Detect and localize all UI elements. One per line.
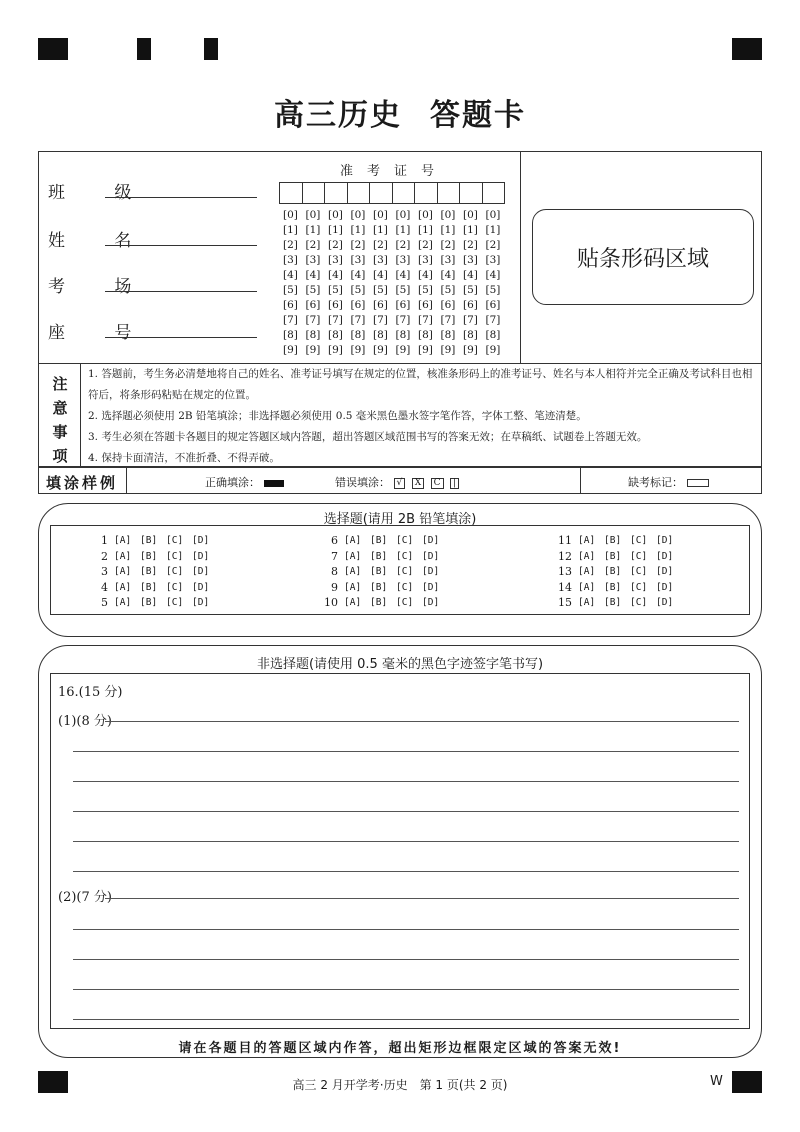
question-number: 4 [101, 580, 108, 594]
correct-fill-mark [264, 480, 284, 487]
exam-id-digit-bubble[interactable]: [2] [305, 239, 321, 251]
absent-mark [628, 474, 709, 490]
exam-id-box[interactable] [414, 182, 438, 204]
exam-id-digit-row [283, 313, 508, 328]
question-number: 6 [331, 534, 338, 547]
option-bubble[interactable]: [A] [344, 535, 362, 546]
exam-id-digit-bubble[interactable]: [1] [440, 224, 456, 236]
exam-id-digit-bubble[interactable]: [0] [440, 209, 456, 221]
absent-mark-label: 缺考标记： [628, 476, 683, 489]
exam-id-digit-row [283, 343, 508, 358]
exam-id-digit-bubble[interactable]: [8] [328, 329, 343, 341]
option-bubble[interactable]: [A] [114, 597, 132, 609]
question-number: 2 [101, 549, 108, 563]
option-bubble[interactable]: [C] [396, 550, 414, 562]
exam-id-digit-bubble[interactable]: [3] [328, 254, 343, 266]
choice-section-title: 选择题(请用 2B 铅笔填涂) [323, 512, 477, 527]
option-bubble[interactable]: [D] [656, 581, 674, 593]
registration-mark-top-3 [204, 38, 218, 60]
exam-id-digit-bubble[interactable]: [2] [373, 239, 388, 251]
exam-id-digit-bubble[interactable]: [4] [305, 269, 321, 281]
exam-id-digit-row [283, 298, 508, 313]
option-bubble[interactable]: [D] [192, 597, 210, 609]
exam-id-digit-bubble[interactable]: [5] [373, 284, 388, 296]
wrong-fill-label: 错误填涂： [335, 476, 390, 489]
exam-id-digit-row [283, 238, 508, 253]
registration-mark-top-left [38, 38, 68, 60]
exam-id-box[interactable] [279, 182, 303, 204]
exam-id-digit-bubble[interactable]: [6] [328, 299, 343, 311]
exam-id-digit-bubble[interactable]: [6] [350, 299, 366, 311]
exam-id-digit-bubble[interactable]: [0] [328, 209, 343, 221]
choice-question [88, 533, 218, 549]
exam-id-digit-bubble[interactable]: [5] [418, 284, 433, 296]
exam-id-digit-bubble[interactable]: [9] [418, 344, 433, 356]
exam-id-digit-bubble[interactable]: [3] [463, 254, 478, 266]
option-bubble[interactable]: [B] [140, 566, 158, 578]
exam-id-digit-bubble[interactable]: [1] [395, 224, 411, 236]
notice-label: 注意事项 [52, 375, 68, 465]
notice-label-divider [80, 364, 81, 467]
option-bubble[interactable]: [B] [370, 535, 388, 546]
option-bubble[interactable]: [A] [578, 550, 596, 562]
option-bubble[interactable]: [D] [422, 581, 440, 593]
option-bubble[interactable]: [C] [166, 550, 184, 562]
exam-id-digit-bubble[interactable]: [6] [440, 299, 456, 311]
exam-id-digit-row [283, 283, 508, 298]
exam-id-digit-bubble[interactable]: [9] [373, 344, 388, 356]
exam-id-digit-bubble[interactable]: [7] [373, 314, 388, 326]
exam-id-digit-bubble[interactable]: [1] [305, 224, 321, 236]
exam-id-digit-bubble[interactable]: [6] [463, 299, 478, 311]
question-number: 5 [101, 596, 108, 610]
question-number: 8 [331, 565, 338, 579]
exam-id-digit-bubble[interactable]: [3] [305, 254, 321, 266]
option-bubble[interactable]: [D] [422, 535, 440, 546]
exam-id-digit-bubble[interactable]: [4] [328, 269, 343, 281]
exam-id-digit-row [283, 223, 508, 238]
option-bubble[interactable]: [B] [370, 597, 388, 609]
exam-id-digit-bubble[interactable]: [4] [373, 269, 388, 281]
exam-id-digit-bubble[interactable]: [8] [485, 329, 501, 341]
exam-id-digit-bubble[interactable]: [2] [283, 239, 298, 251]
exam-id-digit-bubble[interactable]: [7] [485, 314, 501, 326]
exam-id-digit-bubble[interactable]: [8] [283, 329, 298, 341]
exam-id-digit-bubble[interactable]: [1] [283, 224, 298, 236]
option-bubble[interactable]: [B] [140, 550, 158, 562]
exam-id-box[interactable] [392, 182, 416, 204]
barcode-divider [520, 151, 521, 364]
exam-id-box[interactable] [482, 182, 506, 204]
wrong-fill-circle: C [431, 478, 444, 489]
option-bubble[interactable]: [D] [192, 566, 210, 578]
exam-id-digit-bubble[interactable]: [0] [485, 209, 501, 221]
choice-column-2 [318, 533, 448, 611]
registration-mark-top-right [732, 38, 762, 60]
answer-line[interactable] [73, 781, 739, 782]
exam-id-digit-bubble[interactable]: [3] [283, 254, 298, 266]
exam-id-digit-bubble[interactable]: [9] [485, 344, 501, 356]
exam-id-digit-bubble[interactable]: [1] [373, 224, 388, 236]
fill-sample-divider-2 [580, 467, 581, 494]
exam-id-digit-bubble[interactable]: [5] [463, 284, 478, 296]
room-label: 考 场 [48, 277, 154, 297]
choice-question [552, 595, 682, 611]
title-main: 高三历史 [274, 98, 402, 133]
option-bubble[interactable]: [B] [140, 535, 158, 546]
exam-id-digit-bubble[interactable]: [5] [283, 284, 298, 296]
exam-id-digit-row [283, 253, 508, 268]
exam-id-digit-bubble[interactable]: [6] [418, 299, 433, 311]
exam-id-digit-bubble[interactable]: [0] [395, 209, 411, 221]
exam-id-digit-bubble[interactable]: [3] [440, 254, 456, 266]
fill-sample-label: 填涂样例 [46, 474, 119, 492]
notice-item-3: 3. 考生必须在答题卡各题目的规定答题区域内答题，超出答题区域范围书写的答案无效；在草稿纸、试题卷上答题无效。 [88, 431, 648, 443]
exam-id-digit-bubble[interactable]: [4] [395, 269, 411, 281]
exam-id-digit-bubble[interactable]: [1] [418, 224, 433, 236]
exam-id-digit-row [283, 268, 508, 283]
choice-question [88, 549, 218, 565]
answer-line[interactable] [105, 721, 739, 722]
exam-id-digit-bubble[interactable]: [4] [485, 269, 501, 281]
title-sub: 答题卡 [430, 98, 526, 133]
option-bubble[interactable]: [B] [604, 597, 622, 609]
exam-id-digit-bubble[interactable]: [9] [283, 344, 298, 356]
question-number: 13 [558, 565, 572, 579]
exam-id-digit-bubble[interactable]: [5] [350, 284, 366, 296]
question-16-part-2: (2)(7 分) [58, 890, 112, 905]
choice-question [552, 533, 682, 549]
choice-question [318, 533, 448, 549]
exam-id-title: 准考证号 [339, 164, 448, 179]
option-bubble[interactable]: [A] [344, 597, 362, 609]
choice-question [88, 564, 218, 580]
option-bubble[interactable]: [A] [114, 581, 132, 593]
notice-item-2: 2. 选择题必须使用 2B 铅笔填涂；非选择题必须使用 0.5 毫米黑色墨水签字笔作答，字体工整、笔迹清楚。 [88, 410, 587, 422]
exam-id-digit-bubble[interactable]: [9] [463, 344, 478, 356]
exam-id-digit-bubble[interactable]: [0] [373, 209, 388, 221]
page-footer: 高三 2 月开学考·历史 第 1 页(共 2 页) [292, 1078, 508, 1092]
choice-question [318, 595, 448, 611]
exam-id-digit-bubble[interactable]: [7] [283, 314, 298, 326]
exam-id-digit-bubble[interactable]: [1] [350, 224, 366, 236]
wrong-fill-cross: X [412, 478, 424, 489]
correct-fill [205, 474, 284, 490]
exam-id-digit-bubble[interactable]: [6] [485, 299, 501, 311]
wrong-fill-check: √ [394, 478, 406, 489]
answer-line[interactable] [73, 989, 739, 990]
answer-line[interactable] [105, 898, 739, 899]
exam-id-digit-bubble[interactable]: [4] [463, 269, 478, 281]
exam-id-digit-bubble[interactable]: [2] [418, 239, 433, 251]
option-bubble[interactable]: [A] [344, 550, 362, 562]
exam-id-digit-bubble[interactable]: [4] [350, 269, 366, 281]
seat-field[interactable] [105, 337, 257, 338]
option-bubble[interactable]: [A] [344, 566, 362, 578]
choice-question [318, 549, 448, 565]
option-bubble[interactable]: [B] [604, 581, 622, 593]
class-row [48, 178, 153, 203]
option-bubble[interactable]: [C] [166, 597, 184, 609]
option-bubble[interactable]: [A] [114, 535, 132, 546]
exam-id-digit-bubble[interactable]: [9] [328, 344, 343, 356]
exam-id-digit-bubble[interactable]: [9] [440, 344, 456, 356]
notice-text [88, 364, 753, 469]
option-bubble[interactable]: [D] [422, 597, 440, 609]
question-number: 1 [101, 534, 108, 547]
option-bubble[interactable]: [C] [396, 581, 414, 593]
question-number: 3 [101, 565, 108, 579]
option-bubble[interactable]: [D] [656, 597, 674, 609]
exam-id-digit-bubble[interactable]: [5] [328, 284, 343, 296]
name-field[interactable] [105, 245, 257, 246]
exam-id-digit-bubble[interactable]: [7] [463, 314, 478, 326]
exam-id-digit-bubble[interactable]: [2] [485, 239, 501, 251]
exam-id-digit-bubble[interactable]: [4] [418, 269, 433, 281]
exam-id-digit-bubble[interactable]: [9] [305, 344, 321, 356]
exam-id-digit-bubble[interactable]: [9] [350, 344, 366, 356]
exam-id-digit-bubble[interactable]: [3] [418, 254, 433, 266]
exam-id-digit-bubble[interactable]: [8] [463, 329, 478, 341]
class-field[interactable] [105, 197, 257, 198]
option-bubble[interactable]: [B] [604, 566, 622, 578]
notice-item-1: 1. 答题前，考生务必清楚地将自己的姓名、准考证号填写在规定的位置，核准条形码上的准考证号、姓名与本人相符并完全正确及考试科目也相符后，将条形码粘贴在规定的位置。 [88, 368, 753, 401]
exam-id-digit-bubble[interactable]: [0] [463, 209, 478, 221]
wrong-fill [335, 474, 462, 490]
seat-label: 座 号 [48, 323, 154, 343]
exam-id-digit-bubble[interactable]: [8] [395, 329, 411, 341]
option-bubble[interactable]: [D] [422, 550, 440, 562]
exam-id-digit-bubble[interactable]: [5] [395, 284, 411, 296]
option-bubble[interactable]: [A] [578, 566, 596, 578]
exam-id-digit-bubble[interactable]: [9] [395, 344, 411, 356]
option-bubble[interactable]: [A] [114, 566, 132, 578]
exam-id-digit-bubble[interactable]: [1] [328, 224, 343, 236]
exam-id-digit-bubble[interactable]: [4] [440, 269, 456, 281]
question-16: 16.(15 分) [58, 685, 123, 700]
barcode-area: 贴条形码区域 [532, 209, 754, 305]
option-bubble[interactable]: [C] [630, 581, 648, 593]
exam-id-digit-bubble[interactable]: [7] [305, 314, 321, 326]
option-bubble[interactable]: [C] [166, 566, 184, 578]
essay-answer-box[interactable] [50, 673, 750, 1029]
exam-id-digit-bubble[interactable]: [7] [418, 314, 433, 326]
exam-id-digit-bubble[interactable]: [8] [418, 329, 433, 341]
exam-id-digit-bubble[interactable]: [6] [373, 299, 388, 311]
answer-line[interactable] [73, 751, 739, 752]
option-bubble[interactable]: [B] [370, 550, 388, 562]
exam-id-digit-bubble[interactable]: [0] [283, 209, 298, 221]
exam-id-digit-bubble[interactable]: [1] [463, 224, 478, 236]
exam-id-digit-bubble[interactable]: [8] [305, 329, 321, 341]
answer-line[interactable] [73, 959, 739, 960]
essay-section-title: 非选择题(请使用 0.5 毫米的黑色字迹签字笔书写) [256, 657, 544, 672]
option-bubble[interactable]: [A] [578, 581, 596, 593]
option-bubble[interactable]: [C] [166, 535, 184, 546]
option-bubble[interactable]: [D] [422, 566, 440, 578]
choice-question [552, 580, 682, 596]
exam-id-digit-bubble[interactable]: [3] [350, 254, 366, 266]
option-bubble[interactable]: [D] [656, 535, 674, 546]
exam-id-box[interactable] [459, 182, 483, 204]
exam-id-digit-row [283, 208, 508, 223]
exam-id-digit-bubble[interactable]: [8] [350, 329, 366, 341]
option-bubble[interactable]: [D] [656, 566, 674, 578]
exam-id-digit-bubble[interactable]: [8] [440, 329, 456, 341]
choice-question [88, 595, 218, 611]
answer-line[interactable] [73, 1019, 739, 1020]
exam-id-box[interactable] [347, 182, 371, 204]
exam-id-digit-bubble[interactable]: [2] [395, 239, 411, 251]
option-bubble[interactable]: [C] [396, 535, 414, 546]
footer-warning: 请在各题目的答题区域内作答，超出矩形边框限定区域的答案无效! [178, 1041, 622, 1056]
option-bubble[interactable]: [C] [630, 597, 648, 609]
option-bubble[interactable]: [B] [604, 550, 622, 562]
choice-question [552, 564, 682, 580]
wrong-fill-line: | [450, 478, 459, 489]
exam-id-digit-bubble[interactable]: [2] [328, 239, 343, 251]
option-bubble[interactable]: [B] [370, 581, 388, 593]
room-row [48, 272, 153, 297]
option-bubble[interactable]: [D] [656, 550, 674, 562]
notice-item-4: 4. 保持卡面清洁，不准折叠、不得弄破。 [88, 452, 280, 464]
question-number: 10 [324, 596, 338, 610]
exam-id-digit-bubble[interactable]: [3] [373, 254, 388, 266]
option-bubble[interactable]: [C] [630, 550, 648, 562]
exam-id-boxes[interactable] [280, 182, 505, 204]
absent-mark-box[interactable] [687, 479, 709, 487]
exam-id-digit-bubble[interactable]: [7] [350, 314, 366, 326]
seat-row [48, 318, 153, 343]
answer-line[interactable] [73, 841, 739, 842]
exam-id-digit-bubble[interactable]: [5] [305, 284, 321, 296]
option-bubble[interactable]: [C] [396, 597, 414, 609]
option-bubble[interactable]: [B] [140, 597, 158, 609]
exam-id-digit-bubble[interactable]: [3] [485, 254, 501, 266]
exam-id-digit-bubble[interactable]: [6] [283, 299, 298, 311]
option-bubble[interactable]: [C] [166, 581, 184, 593]
choice-question [552, 549, 682, 565]
exam-id-digit-bubble[interactable]: [5] [440, 284, 456, 296]
exam-id-digit-bubble[interactable]: [0] [350, 209, 366, 221]
exam-id-digit-bubble[interactable]: [5] [485, 284, 501, 296]
name-row [48, 226, 153, 251]
page-title [0, 90, 800, 134]
exam-id-digit-bubble[interactable]: [8] [373, 329, 388, 341]
choice-question [318, 580, 448, 596]
exam-id-digit-bubble[interactable]: [1] [485, 224, 501, 236]
option-bubble[interactable]: [D] [192, 535, 210, 546]
option-bubble[interactable]: [C] [630, 566, 648, 578]
exam-id-box[interactable] [324, 182, 348, 204]
exam-id-digit-bubble[interactable]: [7] [440, 314, 456, 326]
question-number: 12 [558, 549, 572, 563]
option-bubble[interactable]: [A] [578, 535, 596, 546]
answer-line[interactable] [73, 929, 739, 930]
option-bubble[interactable]: [A] [578, 597, 596, 609]
exam-id-digit-bubble[interactable]: [6] [305, 299, 321, 311]
option-bubble[interactable]: [B] [140, 581, 158, 593]
option-bubble[interactable]: [A] [344, 581, 362, 593]
option-bubble[interactable]: [A] [114, 550, 132, 562]
exam-id-digit-bubble[interactable]: [7] [395, 314, 411, 326]
exam-id-digit-bubble[interactable]: [6] [395, 299, 411, 311]
exam-id-digit-bubble[interactable]: [0] [305, 209, 321, 221]
exam-id-digit-bubble[interactable]: [3] [395, 254, 411, 266]
choice-column-3 [552, 533, 682, 611]
version-letter: W [710, 1074, 723, 1089]
exam-id-digit-bubble[interactable]: [0] [418, 209, 433, 221]
fill-sample-divider-1 [126, 467, 127, 494]
registration-mark-top-2 [137, 38, 151, 60]
room-field[interactable] [105, 291, 257, 292]
question-16-part-1: (1)(8 分) [58, 714, 112, 729]
exam-id-digit-grid[interactable] [283, 208, 508, 358]
choice-question [318, 564, 448, 580]
exam-id-digit-bubble[interactable]: [2] [350, 239, 366, 251]
question-number: 7 [331, 549, 338, 563]
question-number: 15 [558, 596, 572, 610]
answer-line[interactable] [73, 811, 739, 812]
choice-question [88, 580, 218, 596]
answer-line[interactable] [73, 871, 739, 872]
exam-id-digit-bubble[interactable]: [2] [440, 239, 456, 251]
exam-id-box[interactable] [302, 182, 326, 204]
correct-fill-label: 正确填涂： [205, 476, 260, 489]
exam-id-digit-bubble[interactable]: [4] [283, 269, 298, 281]
question-number: 11 [558, 534, 572, 547]
exam-id-box[interactable] [369, 182, 393, 204]
option-bubble[interactable]: [B] [604, 535, 622, 546]
option-bubble[interactable]: [C] [630, 535, 648, 546]
choice-column-1 [88, 533, 218, 611]
question-number: 14 [558, 580, 572, 594]
exam-id-digit-bubble[interactable]: [2] [463, 239, 478, 251]
option-bubble[interactable]: [C] [396, 566, 414, 578]
class-label: 班 级 [48, 183, 154, 203]
name-label: 姓 名 [48, 231, 154, 251]
exam-id-digit-row [283, 328, 508, 343]
option-bubble[interactable]: [D] [192, 550, 210, 562]
option-bubble[interactable]: [D] [192, 581, 210, 593]
exam-id-digit-bubble[interactable]: [7] [328, 314, 343, 326]
question-number: 9 [331, 580, 338, 594]
exam-id-box[interactable] [437, 182, 461, 204]
option-bubble[interactable]: [B] [370, 566, 388, 578]
